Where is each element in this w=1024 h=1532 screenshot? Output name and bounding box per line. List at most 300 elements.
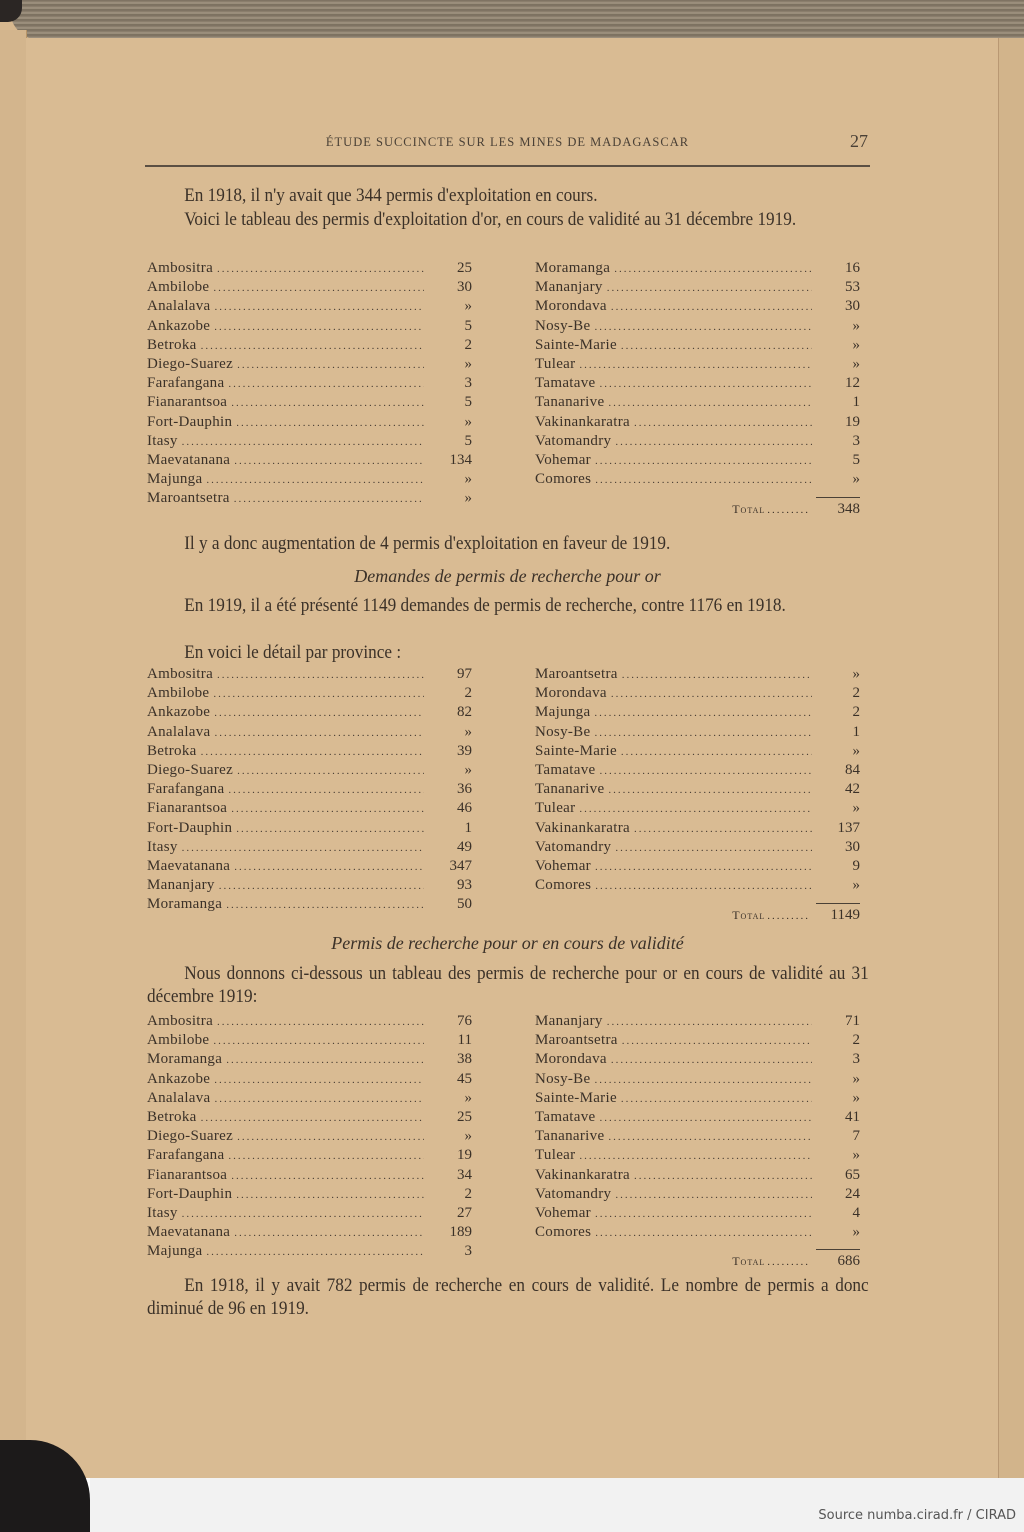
permit-count: 1 — [852, 723, 860, 740]
leader-dots — [599, 762, 812, 781]
permit-count: 30 — [457, 279, 472, 296]
permit-count: 53 — [845, 279, 860, 296]
table-row — [147, 374, 472, 393]
table-row — [147, 1146, 472, 1165]
page-number: 27 — [850, 131, 868, 151]
table-row — [535, 857, 860, 876]
province-name: Itasy — [147, 432, 178, 449]
leader-dots — [214, 704, 424, 723]
province-name: Tananarive — [535, 394, 605, 411]
running-title: ÉTUDE SUCCINCTE SUR LES MINES DE MADAGASCAR — [325, 135, 690, 149]
permit-count: » — [852, 471, 860, 488]
leader-dots — [213, 685, 424, 704]
permit-count: 46 — [457, 800, 472, 817]
table-row — [147, 1166, 472, 1185]
province-name: Ambilobe — [147, 1032, 210, 1049]
table-row — [147, 470, 472, 489]
leader-dots — [237, 356, 424, 375]
table-row — [147, 780, 472, 799]
leader-dots — [608, 394, 812, 413]
permit-count: 45 — [457, 1070, 472, 1087]
permit-count: » — [852, 742, 860, 759]
leader-dots — [215, 724, 425, 743]
permit-count: 5 — [464, 432, 472, 449]
viewer-footer — [90, 1478, 1024, 1532]
province-name: Vakinankaratra — [535, 1166, 630, 1183]
page-gutter-strip — [0, 30, 27, 1478]
table-row — [147, 684, 472, 703]
province-name: Farafangana — [147, 375, 225, 392]
table-row — [147, 1089, 472, 1108]
table-row — [147, 1242, 472, 1261]
permit-count: » — [852, 800, 860, 817]
province-name: Diego-Suarez — [147, 355, 234, 372]
province-name: Sainte-Marie — [535, 742, 617, 759]
leader-dots — [621, 743, 812, 762]
permit-count: 71 — [845, 1013, 860, 1029]
province-name: Morondava — [535, 685, 607, 702]
table-row — [535, 723, 860, 742]
header-rule — [145, 165, 870, 167]
permit-count: » — [464, 355, 472, 372]
province-name: Moramanga — [535, 260, 611, 276]
province-name: Vohemar — [535, 451, 591, 468]
leader-dots — [236, 414, 424, 433]
province-name: Betroka — [147, 336, 197, 353]
leader-dots — [607, 279, 812, 298]
leader-dots — [182, 433, 424, 452]
table-row — [147, 1185, 472, 1204]
permit-count: » — [464, 1128, 472, 1145]
permit-count: 5 — [464, 394, 472, 411]
province-name: Maroantsetra — [535, 666, 618, 682]
province-name: Itasy — [147, 1204, 178, 1221]
province-name: Comores — [535, 1224, 592, 1241]
province-name: Tananarive — [535, 1128, 605, 1145]
leader-dots — [206, 471, 424, 490]
table-row — [535, 393, 860, 412]
leader-dots — [217, 1013, 424, 1032]
province-name: Ankazobe — [147, 704, 211, 721]
permit-count: 137 — [837, 819, 860, 836]
permit-count: 42 — [845, 781, 860, 798]
table-row — [535, 799, 860, 818]
province-name: Maroantsetra — [147, 490, 230, 507]
table-row — [147, 876, 472, 895]
province-name: Majunga — [147, 1243, 203, 1260]
permit-count: 5 — [852, 451, 860, 468]
table-row — [147, 895, 472, 914]
leader-dots — [622, 666, 812, 685]
leader-dots — [634, 820, 812, 839]
permit-count: 2 — [464, 336, 472, 353]
province-name: Fianarantsoa — [147, 1166, 228, 1183]
province-name: Morondava — [535, 298, 607, 315]
table-row — [147, 665, 472, 684]
leader-dots — [615, 433, 812, 452]
permit-count: 93 — [457, 877, 472, 894]
table-row — [147, 393, 472, 412]
table-row — [147, 1223, 472, 1242]
closing-paragraph: En 1918, il y avait 782 permis de recherche en cours de validité. Le nombre de permis a donc diminué de 96 en 1919. — [147, 1276, 869, 1319]
table-row — [535, 470, 860, 489]
leader-dots — [217, 666, 424, 685]
paragraph-increase: Il y a donc augmentation de 4 permis d'exploitation en faveur de 1919. — [184, 534, 671, 554]
leader-dots — [579, 800, 812, 819]
leader-dots — [615, 839, 812, 858]
leader-dots — [622, 1032, 812, 1051]
province-name: Ambositra — [147, 1013, 214, 1029]
table-row — [535, 1204, 860, 1223]
leader-dots — [234, 490, 424, 509]
permit-count: » — [852, 1070, 860, 1087]
leader-dots — [231, 394, 424, 413]
total-leader-dots: ......... — [767, 1256, 810, 1268]
permit-count: » — [852, 1224, 860, 1241]
leader-dots — [182, 839, 424, 858]
page-right-edge — [998, 38, 1024, 1478]
permit-count: » — [852, 666, 860, 682]
table-row — [535, 819, 860, 838]
permit-count: 25 — [457, 260, 472, 276]
leader-dots — [599, 375, 812, 394]
province-name: Vakinankaratra — [535, 819, 630, 836]
permit-count: 25 — [457, 1108, 472, 1125]
leader-dots — [594, 318, 812, 337]
leader-dots — [595, 858, 812, 877]
province-name: Fort-Dauphin — [147, 413, 233, 430]
permit-count: 97 — [457, 666, 472, 682]
total-value: 348 — [816, 497, 860, 519]
table-row — [535, 413, 860, 432]
permit-count: 30 — [845, 838, 860, 855]
permit-count: 2 — [852, 704, 860, 721]
permit-count: » — [852, 1089, 860, 1106]
province-name: Farafangana — [147, 1147, 225, 1164]
table-row — [535, 278, 860, 297]
province-name: Vatomandry — [535, 1185, 612, 1202]
table-row — [147, 703, 472, 722]
permit-count: 2 — [852, 685, 860, 702]
permit-count: 24 — [845, 1185, 860, 1202]
leader-dots — [201, 337, 424, 356]
province-name: Comores — [535, 877, 592, 894]
leader-dots — [228, 781, 424, 800]
leader-dots — [594, 724, 812, 743]
leader-dots — [611, 685, 812, 704]
table3-left-column — [147, 1012, 472, 1261]
province-name: Nosy-Be — [535, 723, 591, 740]
table-row — [147, 838, 472, 857]
permit-count: » — [852, 355, 860, 372]
leader-dots — [213, 279, 424, 298]
table-row — [535, 1166, 860, 1185]
table-row — [147, 432, 472, 451]
total-value: 1149 — [816, 903, 860, 925]
permit-count: 39 — [457, 742, 472, 759]
table-row — [147, 1012, 472, 1031]
province-name: Betroka — [147, 1108, 197, 1125]
province-name: Majunga — [535, 704, 591, 721]
permit-count: 347 — [449, 857, 472, 874]
permit-count: 34 — [457, 1166, 472, 1183]
table-row — [147, 1108, 472, 1127]
permit-count: 11 — [457, 1032, 472, 1049]
province-name: Betroka — [147, 742, 197, 759]
table-row — [147, 799, 472, 818]
table-row — [147, 1050, 472, 1069]
province-name: Nosy-Be — [535, 1070, 591, 1087]
intro-paragraph-1: En 1918, il n'y avait que 344 permis d'exploitation en cours. — [184, 186, 598, 206]
permit-count: 50 — [457, 896, 472, 913]
leader-dots — [237, 762, 424, 781]
permit-count: 1 — [852, 394, 860, 411]
table-row — [535, 684, 860, 703]
province-name: Ambositra — [147, 260, 214, 276]
permit-count: 4 — [852, 1204, 860, 1221]
province-name: Analalava — [147, 1089, 211, 1106]
table-row — [535, 1108, 860, 1127]
province-name: Analalava — [147, 298, 211, 315]
province-name: Ankazobe — [147, 317, 211, 334]
table-row — [535, 703, 860, 722]
province-name: Vatomandry — [535, 838, 612, 855]
table-row — [147, 1070, 472, 1089]
table-row — [535, 336, 860, 355]
permit-count: 76 — [457, 1013, 472, 1029]
permit-count: » — [852, 1147, 860, 1164]
province-name: Fianarantsoa — [147, 394, 228, 411]
leader-dots — [608, 781, 812, 800]
permit-count: » — [464, 1089, 472, 1106]
permit-count: » — [464, 723, 472, 740]
total-row — [535, 497, 860, 519]
table1-right-column — [535, 259, 860, 489]
leader-dots — [206, 1243, 424, 1262]
table-row — [535, 1050, 860, 1069]
permit-count: 41 — [845, 1108, 860, 1125]
leader-dots — [607, 1013, 812, 1032]
province-name: Tulear — [535, 1147, 576, 1164]
province-name: Analalava — [147, 723, 211, 740]
province-name: Tamatave — [535, 1108, 596, 1125]
permit-count: 19 — [457, 1147, 472, 1164]
leader-dots — [234, 858, 424, 877]
leader-dots — [236, 1186, 424, 1205]
leader-dots — [594, 1071, 812, 1090]
province-name: Vatomandry — [535, 432, 612, 449]
table-row — [147, 723, 472, 742]
table-row — [147, 259, 472, 278]
province-name: Ankazobe — [147, 1070, 211, 1087]
table3-total — [535, 1249, 860, 1271]
leader-dots — [213, 1032, 424, 1051]
leader-dots — [226, 896, 424, 915]
permit-count: 82 — [457, 704, 472, 721]
leader-dots — [237, 1128, 424, 1147]
leader-dots — [595, 877, 812, 896]
permit-count: 3 — [852, 432, 860, 449]
province-name: Sainte-Marie — [535, 336, 617, 353]
permit-count: » — [852, 877, 860, 894]
permit-count: 189 — [449, 1224, 472, 1241]
province-name: Vohemar — [535, 1204, 591, 1221]
table3-right-column — [535, 1012, 860, 1242]
leader-dots — [615, 1186, 812, 1205]
table-row — [535, 665, 860, 684]
permit-count: 84 — [845, 761, 860, 778]
leader-dots — [231, 800, 424, 819]
table-row — [147, 355, 472, 374]
table-row — [147, 1204, 472, 1223]
province-name: Diego-Suarez — [147, 1128, 234, 1145]
table-row — [535, 259, 860, 278]
table-row — [535, 1070, 860, 1089]
table-row — [147, 297, 472, 316]
leader-dots — [219, 877, 424, 896]
permit-count: 16 — [845, 260, 860, 276]
province-name: Maevatanana — [147, 857, 231, 874]
province-name: Vakinankaratra — [535, 413, 630, 430]
table-row — [535, 374, 860, 393]
permit-count: » — [464, 298, 472, 315]
table-row — [535, 1185, 860, 1204]
table-row — [147, 819, 472, 838]
leader-dots — [579, 1147, 812, 1166]
province-name: Ambilobe — [147, 685, 210, 702]
leader-dots — [234, 1224, 424, 1243]
leader-dots — [215, 298, 425, 317]
province-name: Maroantsetra — [535, 1032, 618, 1049]
section3-paragraph-1: Nous donnons ci-dessous un tableau des permis de recherche pour or en cours de validité au 31 décembre 1919: — [147, 964, 869, 1007]
leader-dots — [621, 1090, 812, 1109]
table2-right-column — [535, 665, 860, 895]
province-name: Fort-Dauphin — [147, 819, 233, 836]
permit-count: 1 — [464, 819, 472, 836]
province-name: Ambositra — [147, 666, 214, 682]
table-row — [535, 780, 860, 799]
leader-dots — [201, 1109, 424, 1128]
leader-dots — [226, 1051, 424, 1070]
province-name: Tulear — [535, 800, 576, 817]
leader-dots — [231, 1167, 424, 1186]
table-row — [147, 451, 472, 470]
permit-count: » — [852, 336, 860, 353]
table1-left-column — [147, 259, 472, 508]
total-row — [535, 1249, 860, 1271]
leader-dots — [214, 1071, 424, 1090]
leader-dots — [236, 820, 424, 839]
table-row — [535, 838, 860, 857]
leader-dots — [595, 471, 812, 490]
permit-count: 12 — [845, 375, 860, 392]
table-row — [147, 857, 472, 876]
leader-dots — [579, 356, 812, 375]
province-name: Maevatanana — [147, 451, 231, 468]
leader-dots — [201, 743, 424, 762]
table-row — [147, 1031, 472, 1050]
table-row — [535, 1127, 860, 1146]
book-page-edges — [10, 0, 1024, 40]
leader-dots — [595, 1205, 812, 1224]
leader-dots — [599, 1109, 812, 1128]
section2-paragraph-2: En voici le détail par province : — [184, 643, 402, 663]
table-row — [535, 742, 860, 761]
province-name: Tamatave — [535, 375, 596, 392]
permit-count: 38 — [457, 1051, 472, 1068]
section-heading-demandes: Demandes de permis de recherche pour or — [354, 566, 661, 586]
permit-count: 65 — [845, 1166, 860, 1183]
permit-count: 7 — [852, 1128, 860, 1145]
province-name: Morondava — [535, 1051, 607, 1068]
table2-total — [535, 903, 860, 925]
total-leader-dots: ......... — [767, 910, 810, 922]
province-name: Farafangana — [147, 781, 225, 798]
province-name: Moramanga — [147, 1051, 223, 1068]
leader-dots — [595, 1224, 812, 1243]
table-row — [535, 1012, 860, 1031]
province-name: Ambilobe — [147, 279, 210, 296]
table-row — [147, 413, 472, 432]
table-row — [147, 278, 472, 297]
table-row — [147, 761, 472, 780]
section-heading-permis-validite: Permis de recherche pour or en cours de validité — [331, 933, 684, 953]
province-name: Diego-Suarez — [147, 761, 234, 778]
intro-paragraph-2: Voici le tableau des permis d'exploitation d'or, en cours de validité au 31 décembre 1919. — [184, 210, 797, 230]
table-row — [147, 742, 472, 761]
table-row — [535, 355, 860, 374]
table-row — [147, 489, 472, 508]
permit-count: 5 — [464, 317, 472, 334]
table-row — [535, 761, 860, 780]
permit-count: 2 — [464, 685, 472, 702]
table-row — [535, 1223, 860, 1242]
leader-dots — [634, 414, 812, 433]
leader-dots — [611, 1051, 812, 1070]
province-name: Fort-Dauphin — [147, 1185, 233, 1202]
table-row — [535, 1031, 860, 1050]
province-name: Mananjary — [535, 1013, 603, 1029]
leader-dots — [594, 704, 812, 723]
province-name: Nosy-Be — [535, 317, 591, 334]
total-label: Total — [732, 502, 766, 516]
leader-dots — [634, 1167, 812, 1186]
province-name: Mananjary — [535, 279, 603, 296]
leader-dots — [608, 1128, 812, 1147]
province-name: Tulear — [535, 355, 576, 372]
leader-dots — [214, 318, 424, 337]
permit-count: 49 — [457, 838, 472, 855]
total-value: 686 — [816, 1249, 860, 1271]
leader-dots — [215, 1090, 425, 1109]
province-name: Sainte-Marie — [535, 1089, 617, 1106]
permit-count: 3 — [464, 1243, 472, 1260]
permit-count: 9 — [852, 857, 860, 874]
table2-left-column — [147, 665, 472, 914]
total-row — [535, 903, 860, 925]
leader-dots — [234, 452, 424, 471]
running-header — [145, 133, 870, 163]
permit-count: 36 — [457, 781, 472, 798]
leader-dots — [182, 1205, 424, 1224]
province-name: Vohemar — [535, 857, 591, 874]
leader-dots — [595, 452, 812, 471]
table1-total — [535, 497, 860, 519]
table-row — [535, 297, 860, 316]
permit-count: 3 — [464, 375, 472, 392]
province-name: Itasy — [147, 838, 178, 855]
table-row — [147, 1127, 472, 1146]
